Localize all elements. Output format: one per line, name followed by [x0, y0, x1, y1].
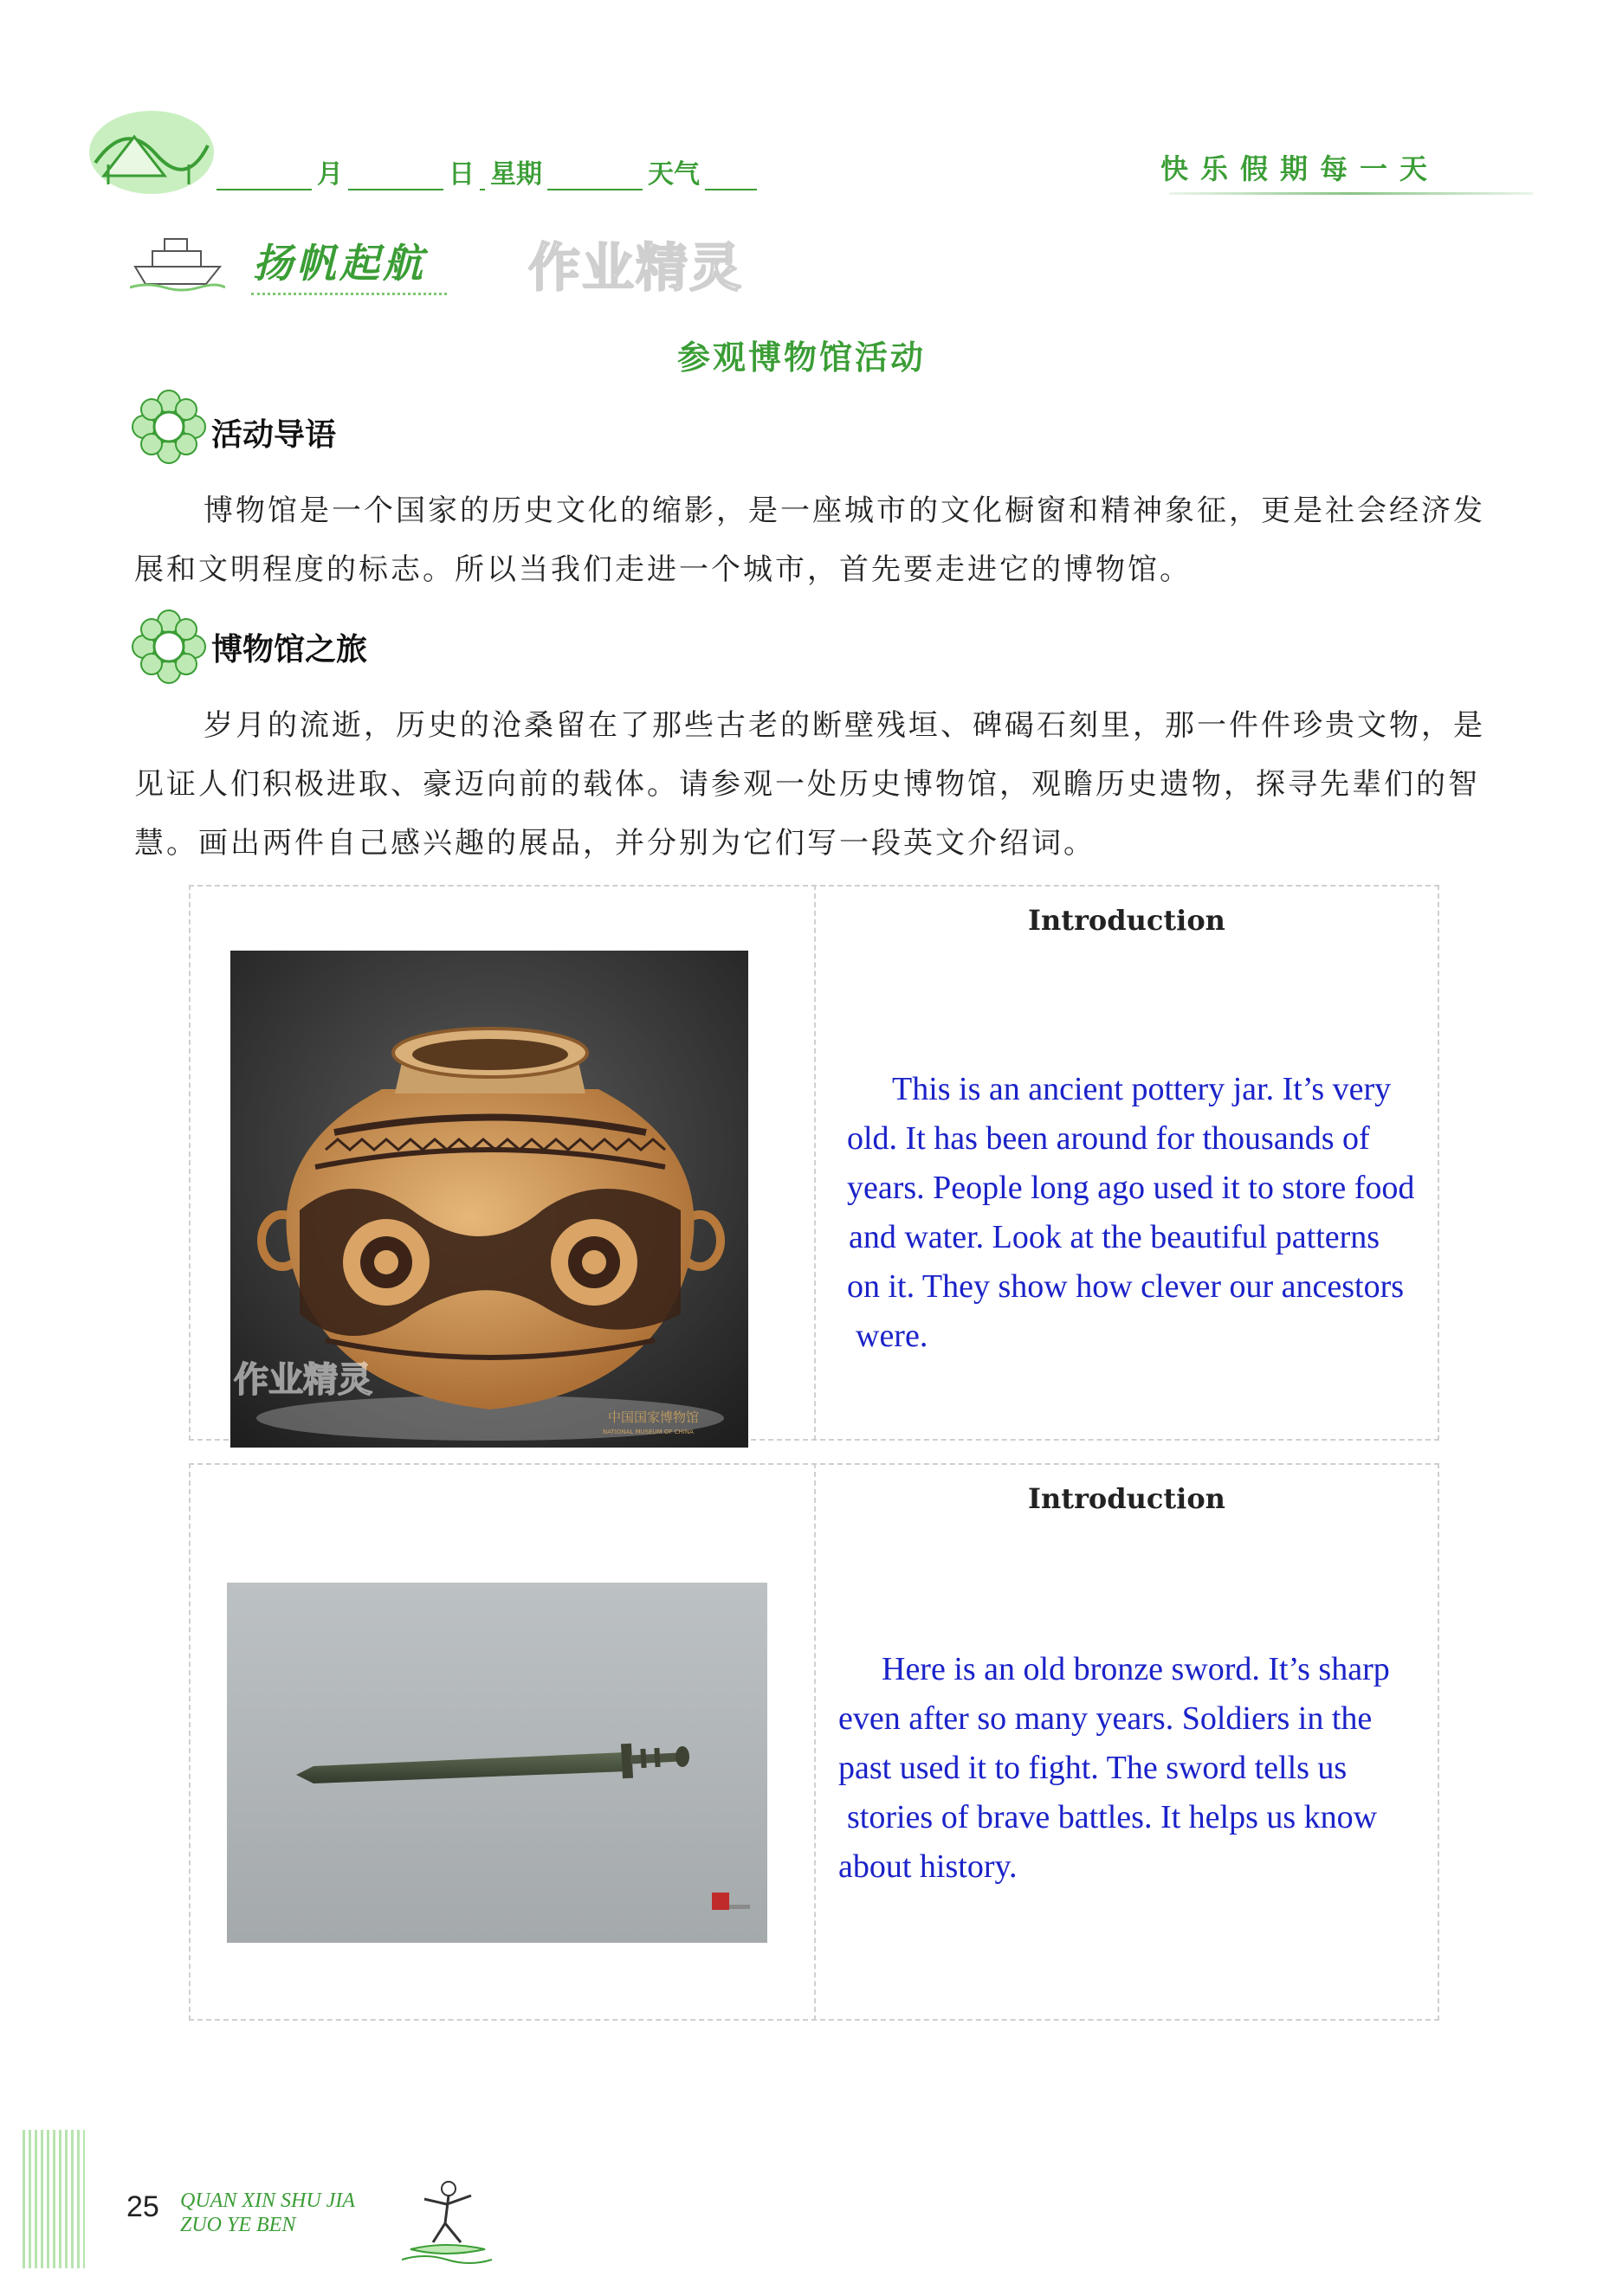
header-landscape-icon: [87, 102, 217, 197]
guide-heading: 活动导语: [211, 416, 337, 453]
answer-line: past used it to fight. The sword tells us: [838, 1750, 1348, 1786]
flower-icon: [132, 390, 206, 464]
book-title: [180, 2189, 355, 2237]
date-weather-line: [217, 156, 757, 190]
pottery-jar-photo: [230, 951, 748, 1448]
page-number: 25: [126, 2190, 159, 2223]
answer-line: old. It has been around for thousands of: [847, 1120, 1370, 1157]
guide-text: 博物馆是一个国家的历史文化的缩影，是一座城市的文化橱窗和精神象征，更是社会经济发展和文明程度的标志。所以当我们走进一个城市，首先要走进它的博物馆。: [134, 493, 1485, 587]
week-label: 星期: [490, 159, 542, 190]
answer-line: even after so many years. Soldiers in the: [838, 1700, 1373, 1737]
introduction-heading-2: Introduction: [1028, 1482, 1225, 1515]
answer-line: about history.: [838, 1848, 1018, 1885]
museum-caption: 中国国家博物馆: [608, 1409, 700, 1425]
ship-icon: [130, 227, 225, 293]
book-title-line2: ZUO YE BEN: [180, 2214, 296, 2236]
section-title-underline: [251, 293, 447, 295]
introduction-heading-1: Introduction: [1028, 904, 1225, 937]
day-label: 日: [449, 159, 475, 190]
slogan-underline: [1169, 192, 1533, 195]
answer-line: were.: [856, 1318, 928, 1354]
watermark-text: 作业精灵: [528, 238, 743, 299]
journey-paragraph: [134, 696, 1494, 873]
museum-caption-en: NATIONAL MUSEUM OF CHINA: [603, 1429, 694, 1435]
month-label: 月: [317, 159, 343, 190]
weather-label: 天气: [648, 159, 700, 190]
bronze-sword-photo: [227, 1583, 767, 1943]
exhibit-divider-2: [814, 1463, 816, 2021]
guide-paragraph: [134, 481, 1494, 599]
surfer-icon: [398, 2173, 494, 2268]
journey-heading: 博物馆之旅: [211, 631, 368, 668]
photo-watermark: 作业精灵: [234, 1360, 372, 1400]
section-title: 扬帆起航: [253, 240, 426, 287]
header-slogan: 快乐假期每一天: [1160, 152, 1440, 185]
answer-line: stories of brave battles. It helps us know: [847, 1799, 1378, 1835]
flower-icon: [132, 609, 206, 684]
journey-text: 岁月的流逝，历史的沧桑留在了那些古老的断壁残垣、碑碣石刻里，那一件件珍贵文物，是见证人们积极进取、豪迈向前的载体。请参观一处历史博物馆，观瞻历史遗物，探寻先辈们的智慧。画出两件自己感兴趣的展品，并分别为它们写一段英文介绍词。: [134, 708, 1485, 861]
answer-line: on it. They show how clever our ancestors: [847, 1268, 1405, 1305]
exhibit-divider-1: [814, 885, 816, 1441]
answer-line: This is an ancient pottery jar. It’s very: [892, 1071, 1392, 1107]
answer-line: and water. Look at the beautiful patterns: [849, 1219, 1380, 1255]
book-title-line1: QUAN XIN SHU JIA: [180, 2190, 355, 2212]
footer-stripes: [23, 2130, 85, 2268]
answer-line: years. People long ago used it to store food: [847, 1170, 1415, 1206]
answer-line: Here is an old bronze sword. It’s sharp: [882, 1651, 1390, 1687]
page-title: 参观博物馆活动: [676, 339, 926, 377]
